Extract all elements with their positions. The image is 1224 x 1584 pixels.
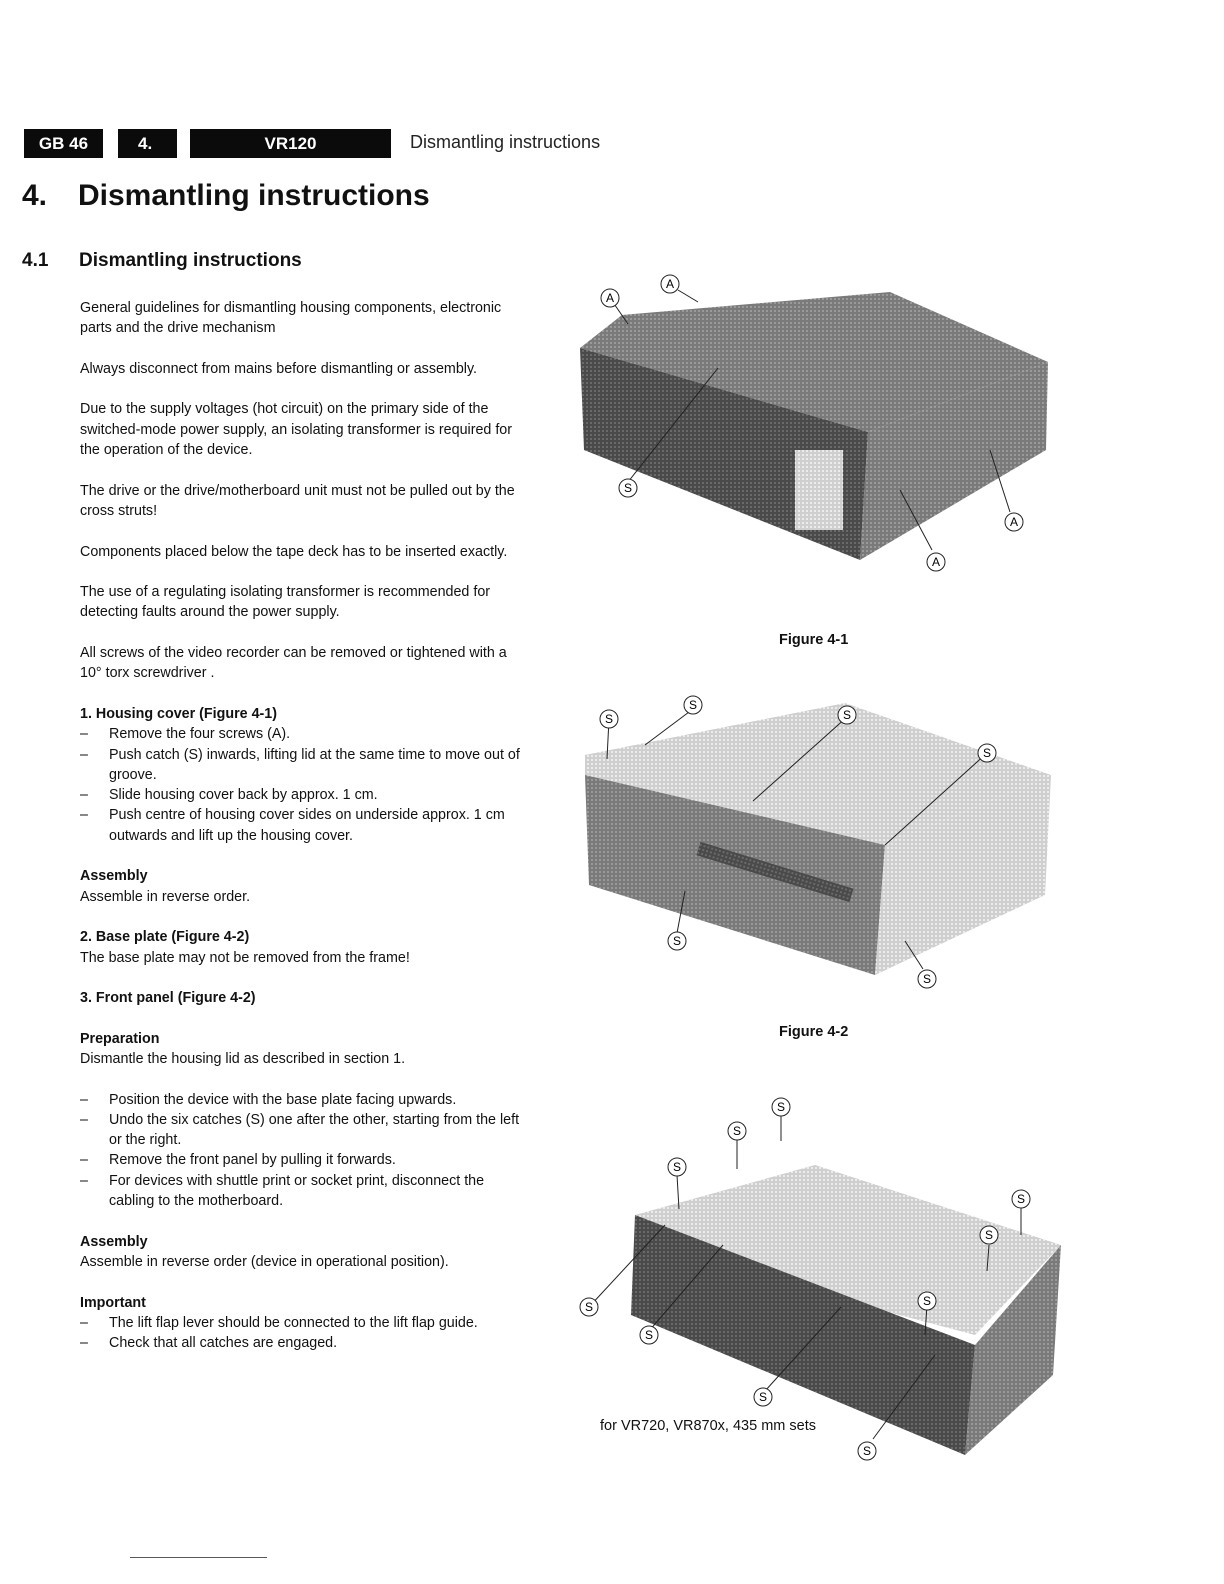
label-s: S (922, 972, 932, 986)
dash: – (80, 1314, 88, 1331)
list-item (80, 1110, 520, 1151)
housing-assembly-heading: Assembly (80, 868, 148, 885)
label-s: S (623, 481, 633, 495)
chapter-label: 4. (138, 134, 153, 153)
page-title-number: 4. (22, 179, 48, 212)
preparation-text: Dismantle the housing lid as described in section 1. (80, 1050, 406, 1067)
text-column (80, 298, 520, 1374)
list-item-text: Remove the four screws (A). (109, 726, 291, 743)
page-title (22, 176, 430, 216)
list-item-text: Push centre of housing cover sides on underside approx. 1 cm outwards and lift up the housing cover. (109, 807, 505, 844)
label-s: S (672, 1160, 682, 1174)
list-item (80, 1150, 520, 1170)
label-s: S (604, 712, 614, 726)
label-s: S (982, 746, 992, 760)
figure-435mm-note: for VR720, VR870x, 435 mm sets (600, 1418, 816, 1434)
rear-connector-panel (795, 450, 843, 530)
list-item (80, 1313, 520, 1333)
pointer-line (678, 290, 698, 302)
model-label: VR120 (264, 134, 317, 153)
list-item-text: Position the device with the base plate facing upwards. (109, 1091, 457, 1108)
dash: – (80, 1091, 88, 1108)
label-s: S (862, 1444, 872, 1458)
list-item (80, 1171, 520, 1212)
dash: – (80, 1335, 88, 1352)
list-item-text: Undo the six catches (S) one after the other, starting from the left or the right. (109, 1111, 520, 1149)
important-steps (80, 1313, 520, 1354)
figure-4-2-caption: Figure 4-2 (779, 1024, 849, 1040)
list-item-text: Check that all catches are engaged. (109, 1335, 338, 1352)
list-item (80, 805, 520, 846)
page-title-text: Dismantling instructions (78, 179, 430, 212)
intro-paragraph: The drive or the drive/motherboard unit must not be pulled out by the cross struts! (80, 482, 515, 519)
front-panel-steps (80, 1090, 520, 1212)
dash: – (80, 807, 88, 824)
footer-link-line (130, 1557, 267, 1558)
list-item-text: Remove the front panel by pulling it forwards. (109, 1152, 396, 1169)
list-item (80, 745, 520, 786)
section-heading (22, 248, 302, 274)
label-s: S (1016, 1192, 1026, 1206)
chapter-label-box (118, 129, 177, 158)
front-panel-heading: 3. Front panel (Figure 4-2) (80, 990, 256, 1007)
list-item (80, 1333, 520, 1353)
dash: – (80, 787, 88, 804)
section-heading-text: Dismantling instructions (79, 250, 302, 271)
list-item (80, 785, 520, 805)
label-a: A (931, 555, 941, 569)
list-item-text: The lift flap lever should be connected to the lift flap guide. (109, 1314, 478, 1331)
list-item-text: Push catch (S) inwards, lifting lid at the same time to move out of groove. (109, 746, 520, 783)
model-label-box (190, 129, 391, 158)
figure-4-2-photo (575, 695, 1065, 995)
label-s: S (732, 1124, 742, 1138)
base-plate-text: The base plate may not be removed from the frame! (80, 949, 410, 966)
label-s: S (688, 698, 698, 712)
label-s: S (758, 1390, 768, 1404)
list-item-text: Slide housing cover back by approx. 1 cm. (109, 787, 378, 804)
header-section-title: Dismantling instructions (410, 132, 601, 152)
label-s: S (776, 1100, 786, 1114)
list-item-text: For devices with shuttle print or socket print, disconnect the cabling to the motherboard. (109, 1172, 485, 1210)
label-s: S (672, 934, 682, 948)
dash: – (80, 726, 88, 743)
label-s: S (984, 1228, 994, 1242)
dash: – (80, 746, 88, 763)
page-label: GB 46 (38, 134, 89, 153)
intro-paragraph: Always disconnect from mains before dismantling or assembly. (80, 360, 478, 377)
front-assembly-text: Assemble in reverse order (device in operational position). (80, 1253, 449, 1270)
preparation-heading: Preparation (80, 1030, 160, 1047)
label-a: A (665, 277, 675, 291)
figure-435mm-photo (575, 1095, 1065, 1465)
label-a: A (1009, 515, 1019, 529)
important-heading: Important (80, 1294, 146, 1311)
intro-paragraph: General guidelines for dismantling housing components, electronic parts and the drive mechanism (80, 300, 502, 337)
section-heading-number: 4.1 (22, 250, 49, 271)
housing-heading: 1. Housing cover (Figure 4-1) (80, 705, 278, 722)
label-s: S (584, 1300, 594, 1314)
list-item (80, 1090, 520, 1110)
label-a: A (605, 291, 615, 305)
dash: – (80, 1111, 88, 1128)
intro-paragraph: Components placed below the tape deck has to be inserted exactly. (80, 543, 508, 560)
intro-paragraph: All screws of the video recorder can be removed or tightened with a 10° torx screwdriver . (80, 645, 507, 682)
front-assembly-heading: Assembly (80, 1233, 148, 1250)
housing-steps (80, 724, 520, 846)
intro-paragraph: The use of a regulating isolating transformer is recommended for detecting faults around the power supply. (80, 584, 491, 621)
housing-assembly-text: Assemble in reverse order. (80, 888, 251, 905)
intro-paragraph: Due to the supply voltages (hot circuit) on the primary side of the switched-mode power supply, an isolating transformer is required for the operation of the device. (80, 401, 513, 459)
list-item (80, 724, 520, 744)
base-plate-heading: 2. Base plate (Figure 4-2) (80, 929, 250, 946)
label-s: S (922, 1294, 932, 1308)
dash: – (80, 1152, 88, 1169)
figure-4-1-photo (570, 270, 1070, 580)
figure-4-1-caption: Figure 4-1 (779, 632, 849, 648)
page-label-box (24, 129, 103, 158)
label-s: S (644, 1328, 654, 1342)
label-s: S (842, 708, 852, 722)
dash: – (80, 1172, 88, 1189)
